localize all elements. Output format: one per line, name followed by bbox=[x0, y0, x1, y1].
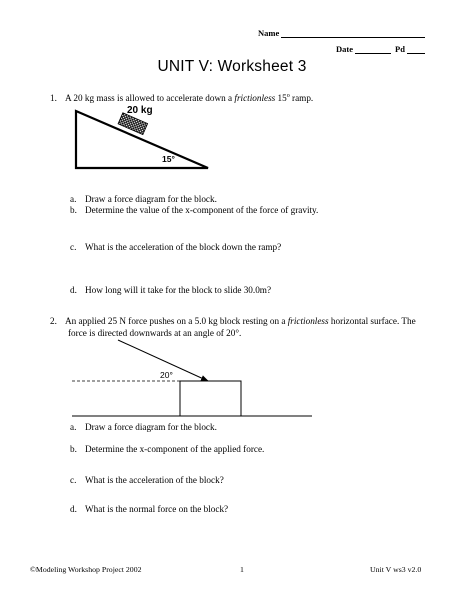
name-line bbox=[258, 27, 425, 38]
name-label: Name bbox=[258, 28, 280, 38]
date-label: Date bbox=[336, 44, 353, 54]
page-title: UNIT V: Worksheet 3 bbox=[157, 58, 307, 75]
force-angle-label: 20° bbox=[160, 370, 173, 380]
period-label: Pd bbox=[395, 44, 405, 54]
mass-label: 20 kg bbox=[127, 105, 153, 116]
footer-copyright: ©Modeling Workshop Project 2002 bbox=[30, 565, 142, 574]
q2-part-a: a. Draw a force diagram for the block. bbox=[70, 422, 217, 432]
footer-page-number: 1 bbox=[240, 565, 244, 574]
period-field[interactable] bbox=[407, 43, 425, 54]
q2-part-b: b. Determine the x-component of the applied force. bbox=[70, 444, 265, 454]
question-2-number: 2. bbox=[50, 316, 57, 326]
q2-part-d: d. What is the normal force on the block? bbox=[70, 504, 229, 514]
question-1-number: 1. bbox=[50, 93, 57, 104]
name-field[interactable] bbox=[281, 27, 425, 38]
date-line bbox=[336, 43, 425, 54]
question-2-line-2: force is directed downwards at an angle of 20°. bbox=[68, 328, 242, 338]
ramp-triangle bbox=[76, 111, 208, 168]
ramp-diagram bbox=[70, 100, 215, 175]
question-2: 2. An applied 25 N force pushes on a 5.0 kg block resting on a frictionless horizontal surface. The force is directed downwards at an angle of 20°. bbox=[50, 315, 430, 339]
q1-part-a: a. Draw a force diagram for the block. bbox=[70, 194, 217, 204]
block bbox=[180, 381, 241, 416]
footer-doc-id: Unit V ws3 v2.0 bbox=[370, 565, 422, 574]
applied-force-diagram bbox=[68, 335, 318, 420]
ramp-angle-label: 15° bbox=[162, 154, 175, 164]
q1-part-c: c. What is the acceleration of the block down the ramp? bbox=[70, 242, 282, 252]
q2-part-c: c. What is the acceleration of the block? bbox=[70, 475, 224, 485]
question-1: 1. A 20 kg mass is allowed to accelerate down a frictionless 15$^o$ ramp. bbox=[50, 93, 314, 104]
q1-part-d: d. How long will it take for the block to slide 30.0m? bbox=[70, 285, 272, 295]
date-field[interactable] bbox=[355, 43, 391, 54]
q1-part-b: b. Determine the value of the x-component of the force of gravity. bbox=[70, 205, 319, 215]
